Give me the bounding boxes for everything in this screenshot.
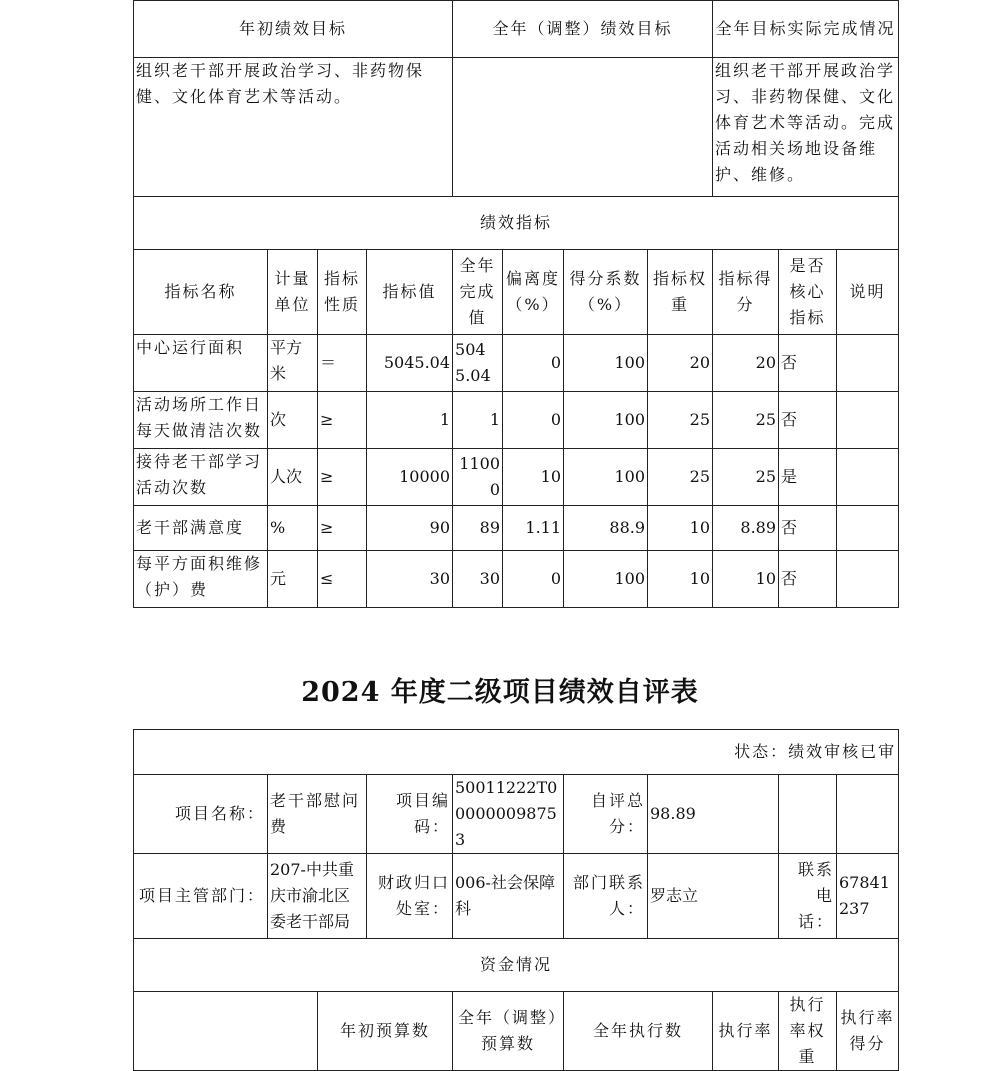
indicator-coef: 88.9 [564,506,648,551]
indicator-nature: ≥ [318,449,367,506]
indicator-target: 5045.04 [367,335,453,392]
indicator-score: 25 [713,449,779,506]
project-score-label: 自评总分： [564,775,648,854]
status-row [134,730,899,775]
funds-header-row [134,992,899,1071]
indicator-core: 否 [779,551,837,608]
funds-section-row [134,939,899,992]
indicator-nature: ＝ [318,335,367,392]
indicator-actual: 30 [453,551,503,608]
funds-col-header: 执行率 [713,992,779,1071]
status-badge: 状态：绩效审核已审 [134,730,899,775]
project-dept-label: 项目主管部门： [134,854,268,939]
indicator-core: 否 [779,335,837,392]
indicator-target: 30 [367,551,453,608]
indicator-nature: ≤ [318,551,367,608]
indicator-deviation: 10 [503,449,564,506]
indicator-actual: 11000 [453,449,503,506]
funds-section-title: 资金情况 [134,939,899,992]
project-name-value: 老干部慰问费 [268,775,367,854]
funds-col-header: 全年（调整）预算数 [453,992,564,1071]
indicator-score: 25 [713,392,779,449]
goals-adjusted-text [453,58,713,197]
page-title: 2024 年度二级项目绩效自评表 [301,677,699,708]
finance-dept-label: 财政归口处室： [367,854,453,939]
indicator-note [837,551,899,608]
goals-header-initial: 年初绩效目标 [134,1,453,58]
goals-header-adjusted: 全年（调整）绩效目标 [453,1,713,58]
indicator-name: 活动场所工作日每天做清洁次数 [134,392,268,449]
indicator-col-header: 计量单位 [268,250,318,335]
indicator-nature: ≥ [318,506,367,551]
indicator-deviation: 1.11 [503,506,564,551]
indicator-weight: 25 [648,449,713,506]
project-info-table [133,729,899,1071]
indicator-name: 老干部满意度 [134,506,268,551]
indicator-col-header: 得分系数（%） [564,250,648,335]
table-row [134,335,899,392]
indicator-target: 90 [367,506,453,551]
indicator-unit: 人次 [268,449,318,506]
indicator-note [837,506,899,551]
indicator-weight: 20 [648,335,713,392]
project-code-label: 项目编码： [367,775,453,854]
indicators-section-row [134,197,899,250]
funds-blank-cell [134,992,318,1071]
indicators-header-row [134,250,899,335]
indicator-col-header: 指标权重 [648,250,713,335]
indicator-core: 是 [779,449,837,506]
indicator-nature: ≥ [318,392,367,449]
indicator-col-header: 偏离度（%） [503,250,564,335]
indicator-weight: 10 [648,551,713,608]
indicator-weight: 25 [648,392,713,449]
goals-initial-text: 组织老干部开展政治学习、非药物保健、文化体育艺术等活动。 [134,58,453,197]
indicator-unit: % [268,506,318,551]
finance-dept-value: 006-社会保障科 [453,854,564,939]
indicator-core: 否 [779,506,837,551]
goals-actual-text: 组织老干部开展政治学习、非药物保健、文化体育艺术等活动。完成活动相关场地设备维护、维修。 [713,58,899,197]
funds-col-header: 年初预算数 [318,992,453,1071]
goals-content-row [134,58,899,197]
indicator-col-header: 指标得分 [713,250,779,335]
indicator-core: 否 [779,392,837,449]
indicator-score: 10 [713,551,779,608]
project-dept-row [134,854,899,939]
indicator-unit: 平方米 [268,335,318,392]
indicator-note [837,449,899,506]
indicator-col-header: 指标性质 [318,250,367,335]
project-name-label: 项目名称： [134,775,268,854]
table-row [134,392,899,449]
indicator-deviation: 0 [503,335,564,392]
indicator-note [837,335,899,392]
indicator-unit: 次 [268,392,318,449]
project-code-value: 50011222T000000098753 [453,775,564,854]
indicator-deviation: 0 [503,392,564,449]
goals-header-row [134,1,899,58]
contact-label: 部门联系人： [564,854,648,939]
indicator-col-header: 指标值 [367,250,453,335]
funds-col-header: 执行率权重 [779,992,837,1071]
indicator-col-header: 是否核心指标 [779,250,837,335]
indicator-coef: 100 [564,449,648,506]
indicator-target: 10000 [367,449,453,506]
indicator-coef: 100 [564,392,648,449]
indicator-score: 8.89 [713,506,779,551]
project-blank-cell [837,775,899,854]
project-score-value: 98.89 [648,775,779,854]
indicator-actual: 5045.04 [453,335,503,392]
indicator-name: 每平方面积维修（护）费 [134,551,268,608]
indicator-score: 20 [713,335,779,392]
indicator-coef: 100 [564,551,648,608]
indicator-note [837,392,899,449]
phone-value: 67841237 [837,854,899,939]
project-blank-cell [779,775,837,854]
project-dept-value: 207-中共重庆市渝北区委老干部局 [268,854,367,939]
goals-header-actual: 全年目标实际完成情况 [713,1,899,58]
indicator-name: 中心运行面积 [134,335,268,392]
indicators-section-title: 绩效指标 [134,197,899,250]
project-name-row [134,775,899,854]
indicator-actual: 89 [453,506,503,551]
indicator-name: 接待老干部学习活动次数 [134,449,268,506]
table-row [134,449,899,506]
table-row [134,506,899,551]
indicator-col-header: 说明 [837,250,899,335]
phone-label: 联系电话： [779,854,837,939]
indicator-unit: 元 [268,551,318,608]
indicator-actual: 1 [453,392,503,449]
table-row [134,551,899,608]
indicator-col-header: 指标名称 [134,250,268,335]
funds-col-header: 全年执行数 [564,992,713,1071]
goals-indicators-table [133,0,899,608]
indicator-target: 1 [367,392,453,449]
indicator-coef: 100 [564,335,648,392]
contact-value: 罗志立 [648,854,779,939]
indicator-weight: 10 [648,506,713,551]
indicator-col-header: 全年完成值 [453,250,503,335]
indicator-deviation: 0 [503,551,564,608]
funds-col-header: 执行率得分 [837,992,899,1071]
